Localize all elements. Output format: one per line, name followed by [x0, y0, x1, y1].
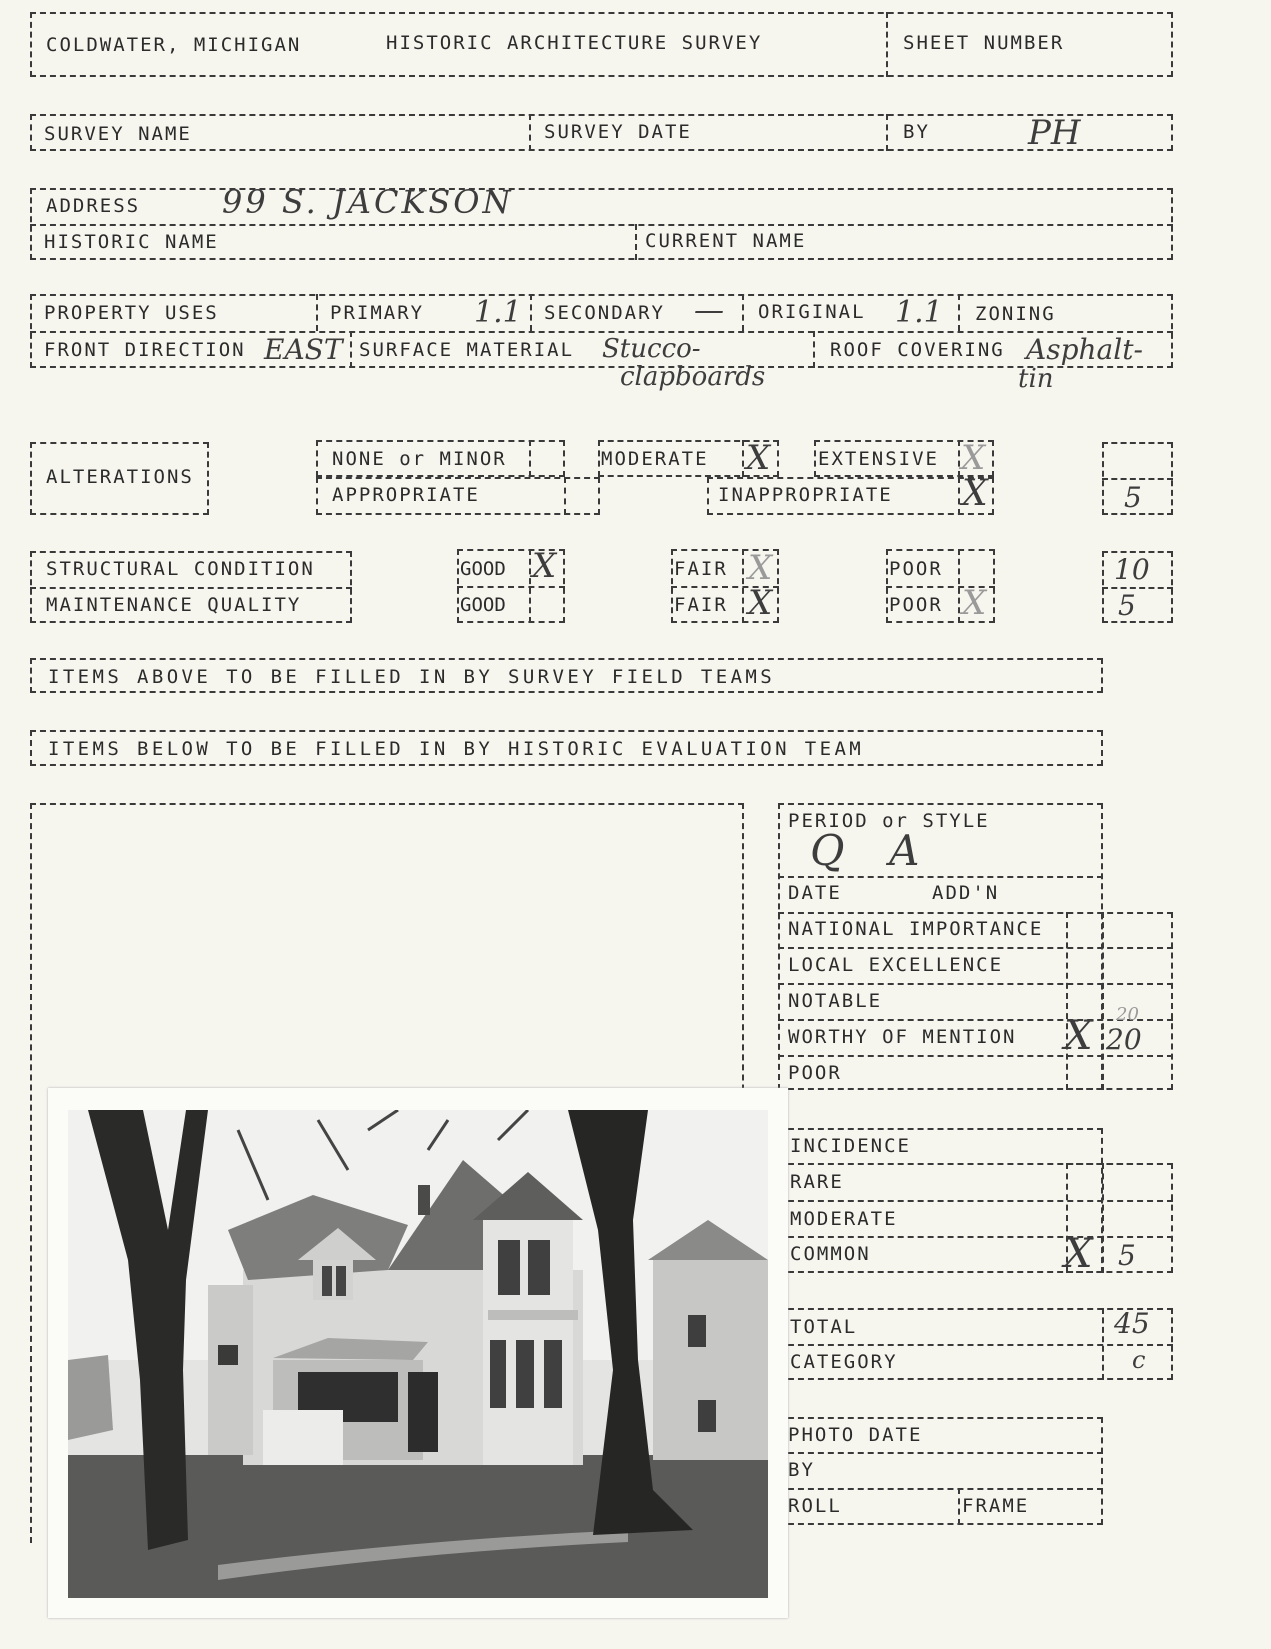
- total-label: TOTAL: [790, 1316, 858, 1338]
- name-divider: [635, 224, 637, 260]
- current-name-label: CURRENT NAME: [645, 230, 807, 252]
- worthy-score-faint: 20: [1116, 1004, 1139, 1025]
- alterations-label: ALTERATIONS: [46, 466, 194, 488]
- original-value: 1.1: [895, 295, 943, 330]
- extensive-label: EXTENSIVE: [818, 448, 939, 470]
- eval-line-6: [778, 1055, 1173, 1057]
- appropriate-label: APPROPRIATE: [332, 484, 480, 506]
- none-minor-label: NONE or MINOR: [332, 448, 507, 470]
- photo-info-divider: [958, 1488, 960, 1525]
- good-check-divider: [529, 549, 531, 623]
- secondary-label: SECONDARY: [544, 302, 665, 324]
- evaluation-score-box: [1066, 912, 1173, 1090]
- structural-label: STRUCTURAL CONDITION: [46, 558, 315, 580]
- eval-line-4: [778, 983, 1173, 985]
- primary-value: 1.1: [474, 295, 522, 330]
- worthy-score: 20: [1106, 1023, 1142, 1056]
- inappropriate-label: INAPPROPRIATE: [718, 484, 893, 506]
- secondary-value: —: [694, 293, 724, 328]
- structural-good-mark: X: [532, 546, 557, 586]
- property-divider-2: [530, 294, 532, 331]
- primary-label: PRIMARY: [330, 302, 425, 324]
- survey-by-value: PH: [1028, 113, 1081, 153]
- property-divider-4: [958, 294, 960, 331]
- maintenance-fair-mark: X: [748, 583, 773, 623]
- survey-by-label: BY: [903, 121, 930, 143]
- rare-label: RARE: [790, 1171, 844, 1193]
- photo-info-line-1: [778, 1452, 1103, 1454]
- house-photo-image: [68, 1110, 768, 1598]
- survey-date-label: SURVEY DATE: [544, 121, 692, 143]
- moderate-label: MODERATE: [601, 448, 709, 470]
- condition-label-divider: [30, 587, 352, 589]
- total-divider-h: [778, 1344, 1173, 1346]
- maintenance-poor-label: POOR: [889, 594, 943, 616]
- none-minor-check-divider: [529, 440, 531, 477]
- maintenance-score: 5: [1118, 589, 1136, 622]
- incidence-score-divider: [1102, 1163, 1104, 1273]
- property-uses-label: PROPERTY USES: [44, 302, 219, 324]
- good-row-divider: [457, 586, 565, 588]
- condition-score-divider: [1102, 587, 1173, 589]
- extensive-check-divider: [958, 440, 960, 477]
- inc-line-2: [778, 1200, 1173, 1202]
- structural-good-label: GOOD: [460, 558, 506, 580]
- inc-line-1: [778, 1163, 1173, 1165]
- common-label: COMMON: [790, 1243, 871, 1265]
- common-score: 5: [1118, 1239, 1136, 1272]
- national-label: NATIONAL IMPORTANCE: [788, 918, 1044, 940]
- roof-covering-value-2: tin: [1018, 364, 1054, 394]
- notice-above: ITEMS ABOVE TO BE FILLED IN BY SURVEY FIELD TEAMS: [48, 666, 776, 688]
- structural-score: 10: [1114, 553, 1150, 586]
- sheet-number-label: SHEET NUMBER: [903, 32, 1065, 54]
- front-direction-label: FRONT DIRECTION: [44, 339, 246, 361]
- city-label: COLDWATER, MICHIGAN: [46, 34, 302, 56]
- poor-label: POOR: [788, 1062, 842, 1084]
- surface-material-value-2: clapboards: [620, 362, 766, 392]
- extensive-mark: X: [961, 438, 986, 478]
- surface-material-value-1: Stucco-: [602, 334, 701, 364]
- structural-poor-label: POOR: [889, 558, 943, 580]
- date-value: ADD'N: [932, 882, 1000, 904]
- worthy-label: WORTHY OF MENTION: [788, 1026, 1017, 1048]
- notable-label: NOTABLE: [788, 990, 883, 1012]
- survey-title: HISTORIC ARCHITECTURE SURVEY: [386, 32, 763, 54]
- property-divider-3: [742, 294, 744, 331]
- roof-covering-value-1: Asphalt-: [1026, 333, 1143, 366]
- eval-line-1: [778, 876, 1103, 878]
- period-label: PERIOD or STYLE: [788, 810, 990, 832]
- address-row-divider: [30, 224, 1173, 226]
- survey-divider-1: [529, 114, 531, 151]
- roof-covering-label: ROOF COVERING: [830, 339, 1005, 361]
- fair-check-divider: [742, 549, 744, 623]
- maintenance-fair-label: FAIR: [674, 594, 728, 616]
- eval-score-divider: [1102, 912, 1104, 1090]
- inappropriate-check-divider: [958, 477, 960, 515]
- local-label: LOCAL EXCELLENCE: [788, 954, 1004, 976]
- property-divider-1: [316, 294, 318, 331]
- survey-name-label: SURVEY NAME: [44, 123, 192, 145]
- moderate-check-divider: [742, 440, 744, 477]
- property-divider-5: [350, 331, 352, 368]
- structural-fair-label: FAIR: [674, 558, 728, 580]
- inc-line-3: [778, 1236, 1173, 1238]
- photo-by-label: BY: [788, 1459, 815, 1481]
- surface-material-label: SURFACE MATERIAL: [359, 339, 575, 361]
- photo-date-label: PHOTO DATE: [788, 1424, 923, 1446]
- header-divider: [886, 12, 888, 77]
- poor-check-divider: [958, 549, 960, 623]
- category-value: c: [1132, 1346, 1146, 1374]
- worthy-mark: X: [1064, 1013, 1093, 1059]
- appropriate-check-divider: [564, 477, 566, 515]
- front-direction-value: EAST: [264, 333, 343, 366]
- date-label: DATE: [788, 882, 842, 904]
- eval-line-5: [778, 1019, 1173, 1021]
- original-label: ORIGINAL: [758, 301, 866, 323]
- alterations-score-divider: [1102, 478, 1173, 480]
- frame-label: FRAME: [962, 1495, 1030, 1517]
- moderate-mark: X: [746, 438, 771, 478]
- inappropriate-mark: X: [962, 473, 988, 514]
- alterations-score: 5: [1124, 481, 1142, 514]
- survey-divider-2: [886, 114, 888, 151]
- property-divider-6: [813, 331, 815, 368]
- address-label: ADDRESS: [46, 195, 141, 217]
- roll-label: ROLL: [788, 1495, 842, 1517]
- common-mark: X: [1064, 1231, 1093, 1277]
- eval-line-3: [778, 947, 1173, 949]
- maintenance-poor-mark: X: [962, 583, 987, 623]
- inc-moderate-label: MODERATE: [790, 1208, 898, 1230]
- total-value: 45: [1114, 1307, 1150, 1340]
- category-label: CATEGORY: [790, 1351, 898, 1373]
- historic-name-label: HISTORIC NAME: [44, 231, 219, 253]
- address-value: 99 S. JACKSON: [222, 183, 514, 221]
- notice-below: ITEMS BELOW TO BE FILLED IN BY HISTORIC EVALUATION TEAM: [48, 738, 865, 760]
- total-divider-v: [1102, 1308, 1104, 1380]
- structural-fair-mark: X: [748, 548, 773, 588]
- property-row-divider: [30, 331, 1173, 333]
- period-value: Q A: [810, 826, 926, 875]
- house-photo: [48, 1088, 788, 1618]
- incidence-label: INCIDENCE: [790, 1135, 911, 1157]
- maintenance-good-label: GOOD: [460, 594, 506, 616]
- zoning-label: ZONING: [975, 303, 1056, 325]
- photo-info-line-2: [778, 1488, 1103, 1490]
- maintenance-label: MAINTENANCE QUALITY: [46, 594, 302, 616]
